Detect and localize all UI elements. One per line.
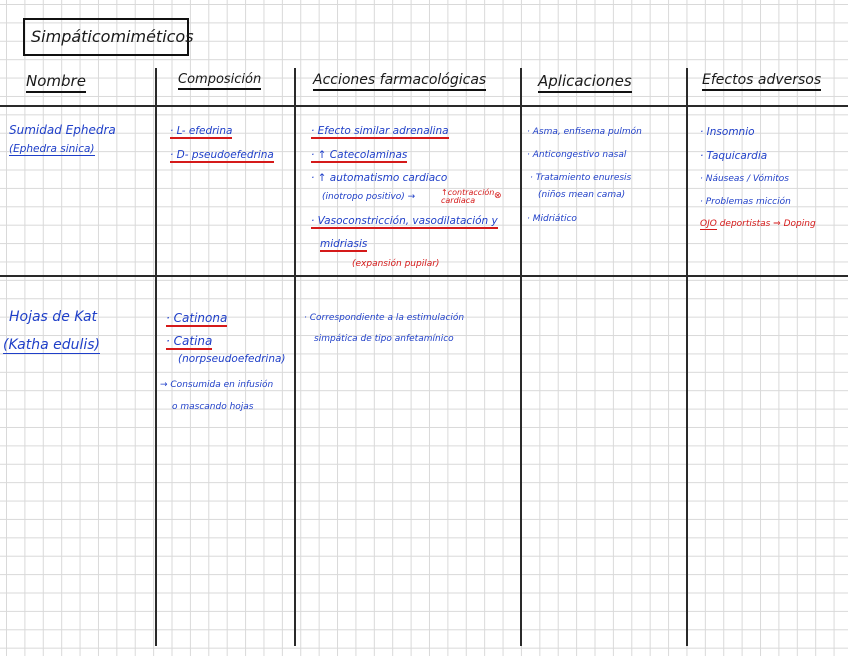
row1-efecto: · Taquicardia xyxy=(700,150,768,162)
row1-aplicacion: · Asma, enfisema pulmón xyxy=(527,127,642,137)
row2-composicion: · Catina xyxy=(166,334,213,348)
row1-accion: · Efecto similar adrenalina xyxy=(311,125,449,137)
row1-accion-note: (expansión pupilar) xyxy=(352,259,440,269)
row1-nombre-line: (Ephedra sinica) xyxy=(9,143,95,155)
column-divider xyxy=(155,68,157,646)
row2-composicion: · Catinona xyxy=(166,311,228,325)
row1-nombre-line: Sumidad Ephedra xyxy=(9,123,116,137)
row1-efecto: · Problemas micción xyxy=(700,197,791,207)
row2-nombre-line: (Katha edulis) xyxy=(3,337,101,353)
row1-aplicacion: · Tratamiento enuresis xyxy=(530,173,632,183)
header-nombre: Nombre xyxy=(26,72,86,90)
row1-aplicacion: (niños mean cama) xyxy=(538,190,626,200)
row1-accion-note: ↑contracción cardiaca xyxy=(441,188,495,205)
row2-composicion: (norpseudoefedrina) xyxy=(178,353,286,365)
row1-composicion-item: · D- pseudoefedrina xyxy=(170,149,274,161)
row1-efecto-warning: OJO deportistas ⇒ Doping xyxy=(700,219,816,229)
row1-aplicacion: · Anticongestivo nasal xyxy=(527,150,627,160)
row1-accion: midriasis xyxy=(320,238,368,250)
row1-efecto: · Náuseas / Vómitos xyxy=(700,174,789,184)
header-composicion: Composición xyxy=(178,72,261,87)
column-divider xyxy=(686,68,688,646)
header-acciones: Acciones farmacológicas xyxy=(313,72,486,88)
page-title: Simpáticomiméticos xyxy=(23,18,189,56)
column-divider xyxy=(294,68,296,646)
row2-composicion: → Consumida en infusión xyxy=(160,380,274,390)
header-aplicaciones: Aplicaciones xyxy=(538,72,632,90)
row1-accion: · ↑ automatismo cardiaco xyxy=(311,172,448,184)
row2-nombre-line: Hojas de Kat xyxy=(9,309,98,325)
row1-accion-note: ⊗ xyxy=(494,191,502,201)
row1-accion: (inotropo positivo) → xyxy=(322,192,416,202)
row2-accion: simpática de tipo anfetamínico xyxy=(314,334,454,344)
row1-aplicacion: · Midriático xyxy=(527,214,577,224)
row2-accion: · Correspondiente a la estimulación xyxy=(304,313,465,323)
header-divider xyxy=(0,105,848,107)
row1-efecto: · Insomnio xyxy=(700,126,755,138)
row1-accion: · Vasoconstricción, vasodilatación y xyxy=(311,215,498,227)
row1-composicion-item: · L- efedrina xyxy=(170,125,233,137)
header-efectos: Efectos adversos xyxy=(702,72,821,88)
row1-accion: · ↑ Catecolaminas xyxy=(311,149,408,161)
row-divider xyxy=(0,275,848,277)
row2-composicion: o mascando hojas xyxy=(172,402,254,412)
column-divider xyxy=(520,68,522,646)
